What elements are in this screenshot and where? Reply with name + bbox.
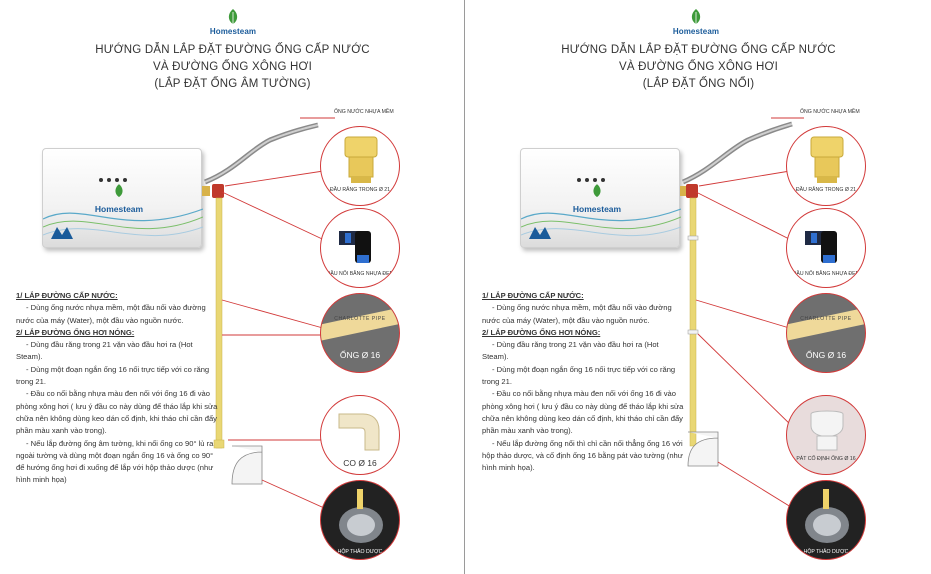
circle-inner-thread-fitting xyxy=(320,126,400,206)
brass-fitting xyxy=(202,186,210,196)
elbow-fitting xyxy=(686,184,698,198)
circle-4-label: CO Ø 16 xyxy=(343,458,377,468)
title-line-3: (LẮP ĐẶT ỐNG NỔI) xyxy=(642,78,755,90)
yellow-fitting-icon xyxy=(321,127,400,206)
top-label: ỐNG NƯỚC NHỰA MỀM xyxy=(334,109,394,115)
pipe-icon xyxy=(321,294,400,373)
circle-2-label: ĐẦU NỐI BẰNG NHỰA ĐEN xyxy=(326,271,394,277)
right-panel xyxy=(466,0,931,574)
title-line-1: HƯỚNG DẪN LẮP ĐẶT ĐƯỜNG ỐNG CẤP NƯỚC xyxy=(561,44,836,56)
pipe-print-text: CHARLOTTE PIPE xyxy=(334,316,386,322)
pipe-icon xyxy=(787,294,866,373)
plumbing-diagram xyxy=(0,0,465,574)
section-2-paragraph-2: - Dùng một đoạn ngắn ống 16 nối trực tiếp với co răng trong 21. xyxy=(16,364,210,387)
circle-herbal-box xyxy=(320,480,400,560)
section-2-paragraph-2: - Dùng một đoạn ngắn ống 16 nối trực tiếp với co răng trong 21. xyxy=(482,364,676,387)
pipe-print-text: CHARLOTTE PIPE xyxy=(800,316,852,322)
device-brand: Homesteam xyxy=(94,204,144,214)
herbal-box-shape xyxy=(232,446,262,484)
circle-1-label: ĐẦU RĂNG TRONG Ø 21 xyxy=(329,187,391,193)
left-panel xyxy=(0,0,465,574)
section-1-heading: 1/ LẮP ĐƯỜNG CẤP NƯỚC: xyxy=(16,291,118,300)
pipe-clip xyxy=(688,236,698,240)
title-line-2: VÀ ĐƯỜNG ỐNG XÔNG HƠI xyxy=(619,61,778,73)
section-2-paragraph-4: - Nếu lắp đường ống âm tường, khi nối ống co 90° lủ ra ngoài tường và dùng một đoạn ngắn ống 16 và ống co 90° để hướng ống hơi đi xuống để lắp với hộp thảo dược (như hình minh họa) xyxy=(16,438,214,485)
circle-3-label: ỐNG Ø 16 xyxy=(339,350,381,360)
section-2-heading: 2/ LẮP ĐƯỜNG ỐNG HƠI NÓNG: xyxy=(16,327,135,337)
title-line-2: VÀ ĐƯỜNG ỐNG XÔNG HƠI xyxy=(153,61,312,73)
section-2-heading: 2/ LẮP ĐƯỜNG ỐNG HƠI NÓNG: xyxy=(482,327,601,337)
elbow-fitting xyxy=(212,184,224,198)
circle-elbow-16 xyxy=(320,395,400,475)
section-2-paragraph-3: - Đầu co nối bằng nhựa màu đen nối với ống 16 đi vào phòng xông hơi ( lưu ý đầu co này dùng để tháo lắp khi sửa chữa nên không dùng keo dán cố định, khi tháo chỉ cần đẩy phần màu xanh vào trong). xyxy=(16,389,218,436)
instructions-text xyxy=(482,290,687,474)
title-line-3: (LẮP ĐẶT ỐNG ÂM TƯỜNG) xyxy=(154,78,311,90)
section-2-paragraph-4: - Nếu lắp đường ống nổi thì chỉ cần nối thẳng ống 16 với hộp thảo dược, và cố định ống 16 bằng pát vào tường (như hình minh họa). xyxy=(482,438,683,473)
yellow-fitting-icon xyxy=(787,127,866,206)
section-2-paragraph-1: - Dùng đầu răng trong 21 vặn vào đầu hơi ra (Hot Steam). xyxy=(482,340,659,362)
title-line-1: HƯỚNG DẪN LẮP ĐẶT ĐƯỜNG ỐNG CẤP NƯỚC xyxy=(95,44,370,56)
circle-1-label: ĐẦU RĂNG TRONG Ø 21 xyxy=(795,187,857,193)
circle-3-label: ỐNG Ø 16 xyxy=(805,350,847,360)
circle-herbal-box xyxy=(786,480,866,560)
circle-black-connector xyxy=(320,208,400,288)
steam-pipe xyxy=(690,198,696,446)
top-label: ỐNG NƯỚC NHỰA MỀM xyxy=(800,109,860,115)
pipe-clip xyxy=(688,330,698,334)
circle-pipe-clip xyxy=(786,395,866,475)
section-1-paragraph: - Dùng ống nước nhựa mềm, một đầu nối vào đường nước của máy (Water), một đầu vào nguồn nước. xyxy=(16,303,206,325)
circle-2-label: ĐẦU NỐI BẰNG NHỰA ĐEN xyxy=(792,271,860,277)
circle-pipe-16 xyxy=(320,293,400,373)
circle-inner-thread-fitting xyxy=(786,126,866,206)
callout-lines xyxy=(222,118,335,512)
section-2-paragraph-3: - Đầu co nối bằng nhựa màu đen nối với ống 16 đi vào phòng xông hơi ( lưu ý đầu co này dùng để tháo lắp khi sửa chữa nên không dùng keo dán cố định, khi tháo chỉ cần đẩy phần màu xanh vào trong). xyxy=(482,389,684,436)
section-1-heading: 1/ LẮP ĐƯỜNG CẤP NƯỚC: xyxy=(482,291,584,300)
brand-name: Homesteam xyxy=(209,27,257,36)
pipe-clip-icon xyxy=(787,396,866,475)
circle-black-connector xyxy=(786,208,866,288)
instructions-text xyxy=(16,290,221,487)
circle-5-label: HỘP THẢO DƯỢC xyxy=(803,549,849,555)
section-2-paragraph-1: - Dùng đầu răng trong 21 vặn vào đầu hơi ra (Hot Steam). xyxy=(16,340,193,362)
circle-5-label: HỘP THẢO DƯỢC xyxy=(337,549,383,555)
circle-pipe-16 xyxy=(786,293,866,373)
circle-4-label: PÁT CỐ ĐỊNH ỐNG Ø 16 xyxy=(796,456,856,462)
brand-name: Homesteam xyxy=(672,27,720,36)
plumbing-diagram xyxy=(466,0,931,574)
section-1-paragraph: - Dùng ống nước nhựa mềm, một đầu nối vào đường nước của máy (Water), một đầu vào nguồn nước. xyxy=(482,303,672,325)
device-brand: Homesteam xyxy=(572,204,622,214)
